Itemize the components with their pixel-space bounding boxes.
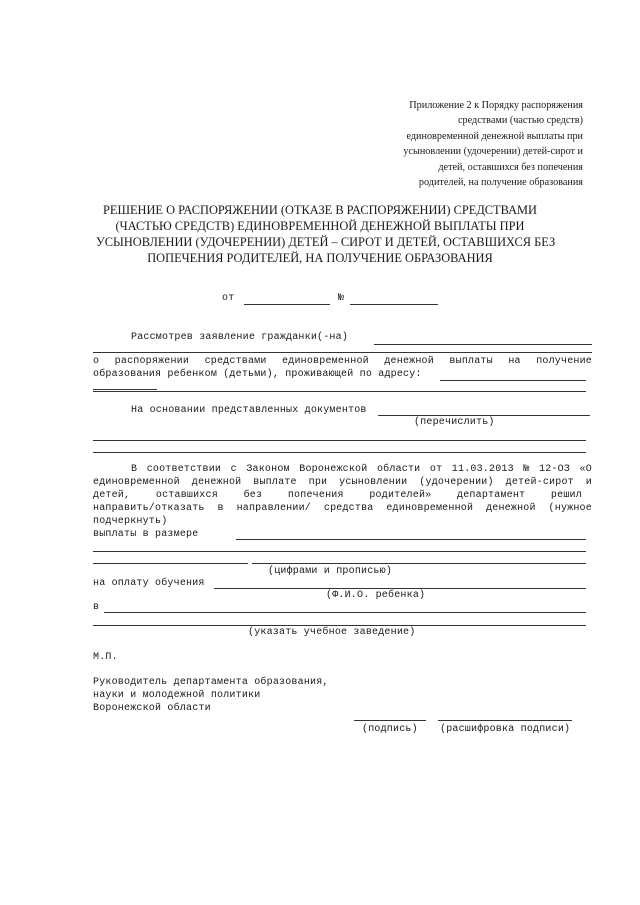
- signature-field[interactable]: [354, 720, 426, 721]
- decision-line: В соответствии с Законом Воронежской области от 11.03.2013 № 12-ОЗ «О: [131, 464, 592, 475]
- documents-hint: (перечислить): [414, 417, 495, 428]
- appendix-line: детей, оставшихся без попечения: [438, 161, 583, 173]
- appendix-line: усыновлении (удочерении) детей-сирот и: [403, 146, 583, 158]
- signatory-line: науки и молодежной политики: [93, 690, 261, 701]
- school-field-2[interactable]: [93, 625, 586, 626]
- child-name-hint: (Ф.И.О. ребенка): [326, 590, 426, 601]
- appendix-note: [403, 98, 583, 190]
- amount-field-2[interactable]: [93, 551, 586, 552]
- appendix-line: родителей, на получение образования: [418, 177, 583, 189]
- documents-field-2[interactable]: [93, 440, 586, 441]
- signature-hint: (подпись): [362, 724, 418, 735]
- applicant-name-field[interactable]: [374, 344, 592, 345]
- decision-line: подчеркнуть): [93, 516, 168, 527]
- date-field[interactable]: [244, 304, 330, 305]
- applicant-name-field-2[interactable]: [93, 352, 592, 353]
- title-line: (ЧАСТЬЮ СРЕДСТВ) ЕДИНОВРЕМЕННОЙ ДЕНЕЖНОЙ ВЫПЛАТЫ ПРИ: [115, 219, 525, 233]
- school-field[interactable]: [104, 612, 586, 613]
- documents-field[interactable]: [378, 415, 590, 416]
- signature-decode-field[interactable]: [438, 720, 572, 721]
- appendix-line: Приложение 2 к Порядку распоряжения: [409, 100, 583, 111]
- amount-field-3[interactable]: [93, 563, 248, 564]
- title-line: ПОПЕЧЕНИЯ РОДИТЕЛЕЙ, НА ПОЛУЧЕНИЕ ОБРАЗОВАНИЯ: [147, 251, 493, 265]
- school-hint: (указать учебное заведение): [248, 627, 416, 638]
- signatory-line: Воронежской области: [93, 703, 211, 714]
- in-label: в: [93, 602, 100, 613]
- stamp-mark: М.П.: [93, 652, 118, 663]
- amount-hint: (цифрами и прописью): [268, 566, 393, 577]
- title-line: РЕШЕНИЕ О РАСПОРЯЖЕНИИ (ОТКАЗЕ В РАСПОРЯЖЕНИИ) СРЕДСТВАМИ: [102, 203, 538, 217]
- appendix-line: единовременной денежной выплаты при: [406, 130, 583, 142]
- applicant-label: Рассмотрев заявление гражданки(-на): [131, 332, 349, 343]
- decision-line: направить/отказать в направлении/ средства единовременной денежной (нужное: [93, 503, 592, 514]
- address-field-2[interactable]: [93, 389, 157, 390]
- documents-label: На основании представленных документов: [131, 405, 367, 416]
- child-name-field[interactable]: [214, 588, 586, 589]
- documents-field-3[interactable]: [93, 452, 586, 453]
- number-field[interactable]: [350, 304, 438, 305]
- signature-decode-hint: (расшифровка подписи): [440, 724, 571, 735]
- amount-field[interactable]: [236, 539, 586, 540]
- appendix-line: средствами (частью средств): [458, 115, 583, 127]
- amount-label: выплаты в размере: [93, 529, 199, 540]
- address-field[interactable]: [440, 380, 586, 381]
- decision-line: детей, оставшихся без попечения родителей» департамент решил: [93, 490, 582, 501]
- decision-line: единовременной денежной выплате при усыновлении (удочерении) детей-сирот и: [93, 477, 592, 488]
- document-title: [96, 202, 556, 266]
- title-line: УСЫНОВЛЕНИИ (УДОЧЕРЕНИИ) ДЕТЕЙ – СИРОТ И ДЕТЕЙ, ОСТАВШИХСЯ БЕЗ: [96, 235, 556, 249]
- number-label: №: [338, 293, 345, 304]
- tuition-label: на оплату обучения: [93, 578, 205, 589]
- address-field-3[interactable]: [93, 391, 586, 392]
- date-label: от: [222, 293, 235, 304]
- signatory-line: Руководитель департамента образования,: [93, 677, 329, 688]
- amount-field-4[interactable]: [252, 563, 586, 564]
- applicant-purpose-line: о распоряжении средствами единовременной денежной выплаты на получение: [93, 356, 592, 367]
- address-label: образования ребенком (детьми), проживающей по адресу:: [93, 369, 422, 380]
